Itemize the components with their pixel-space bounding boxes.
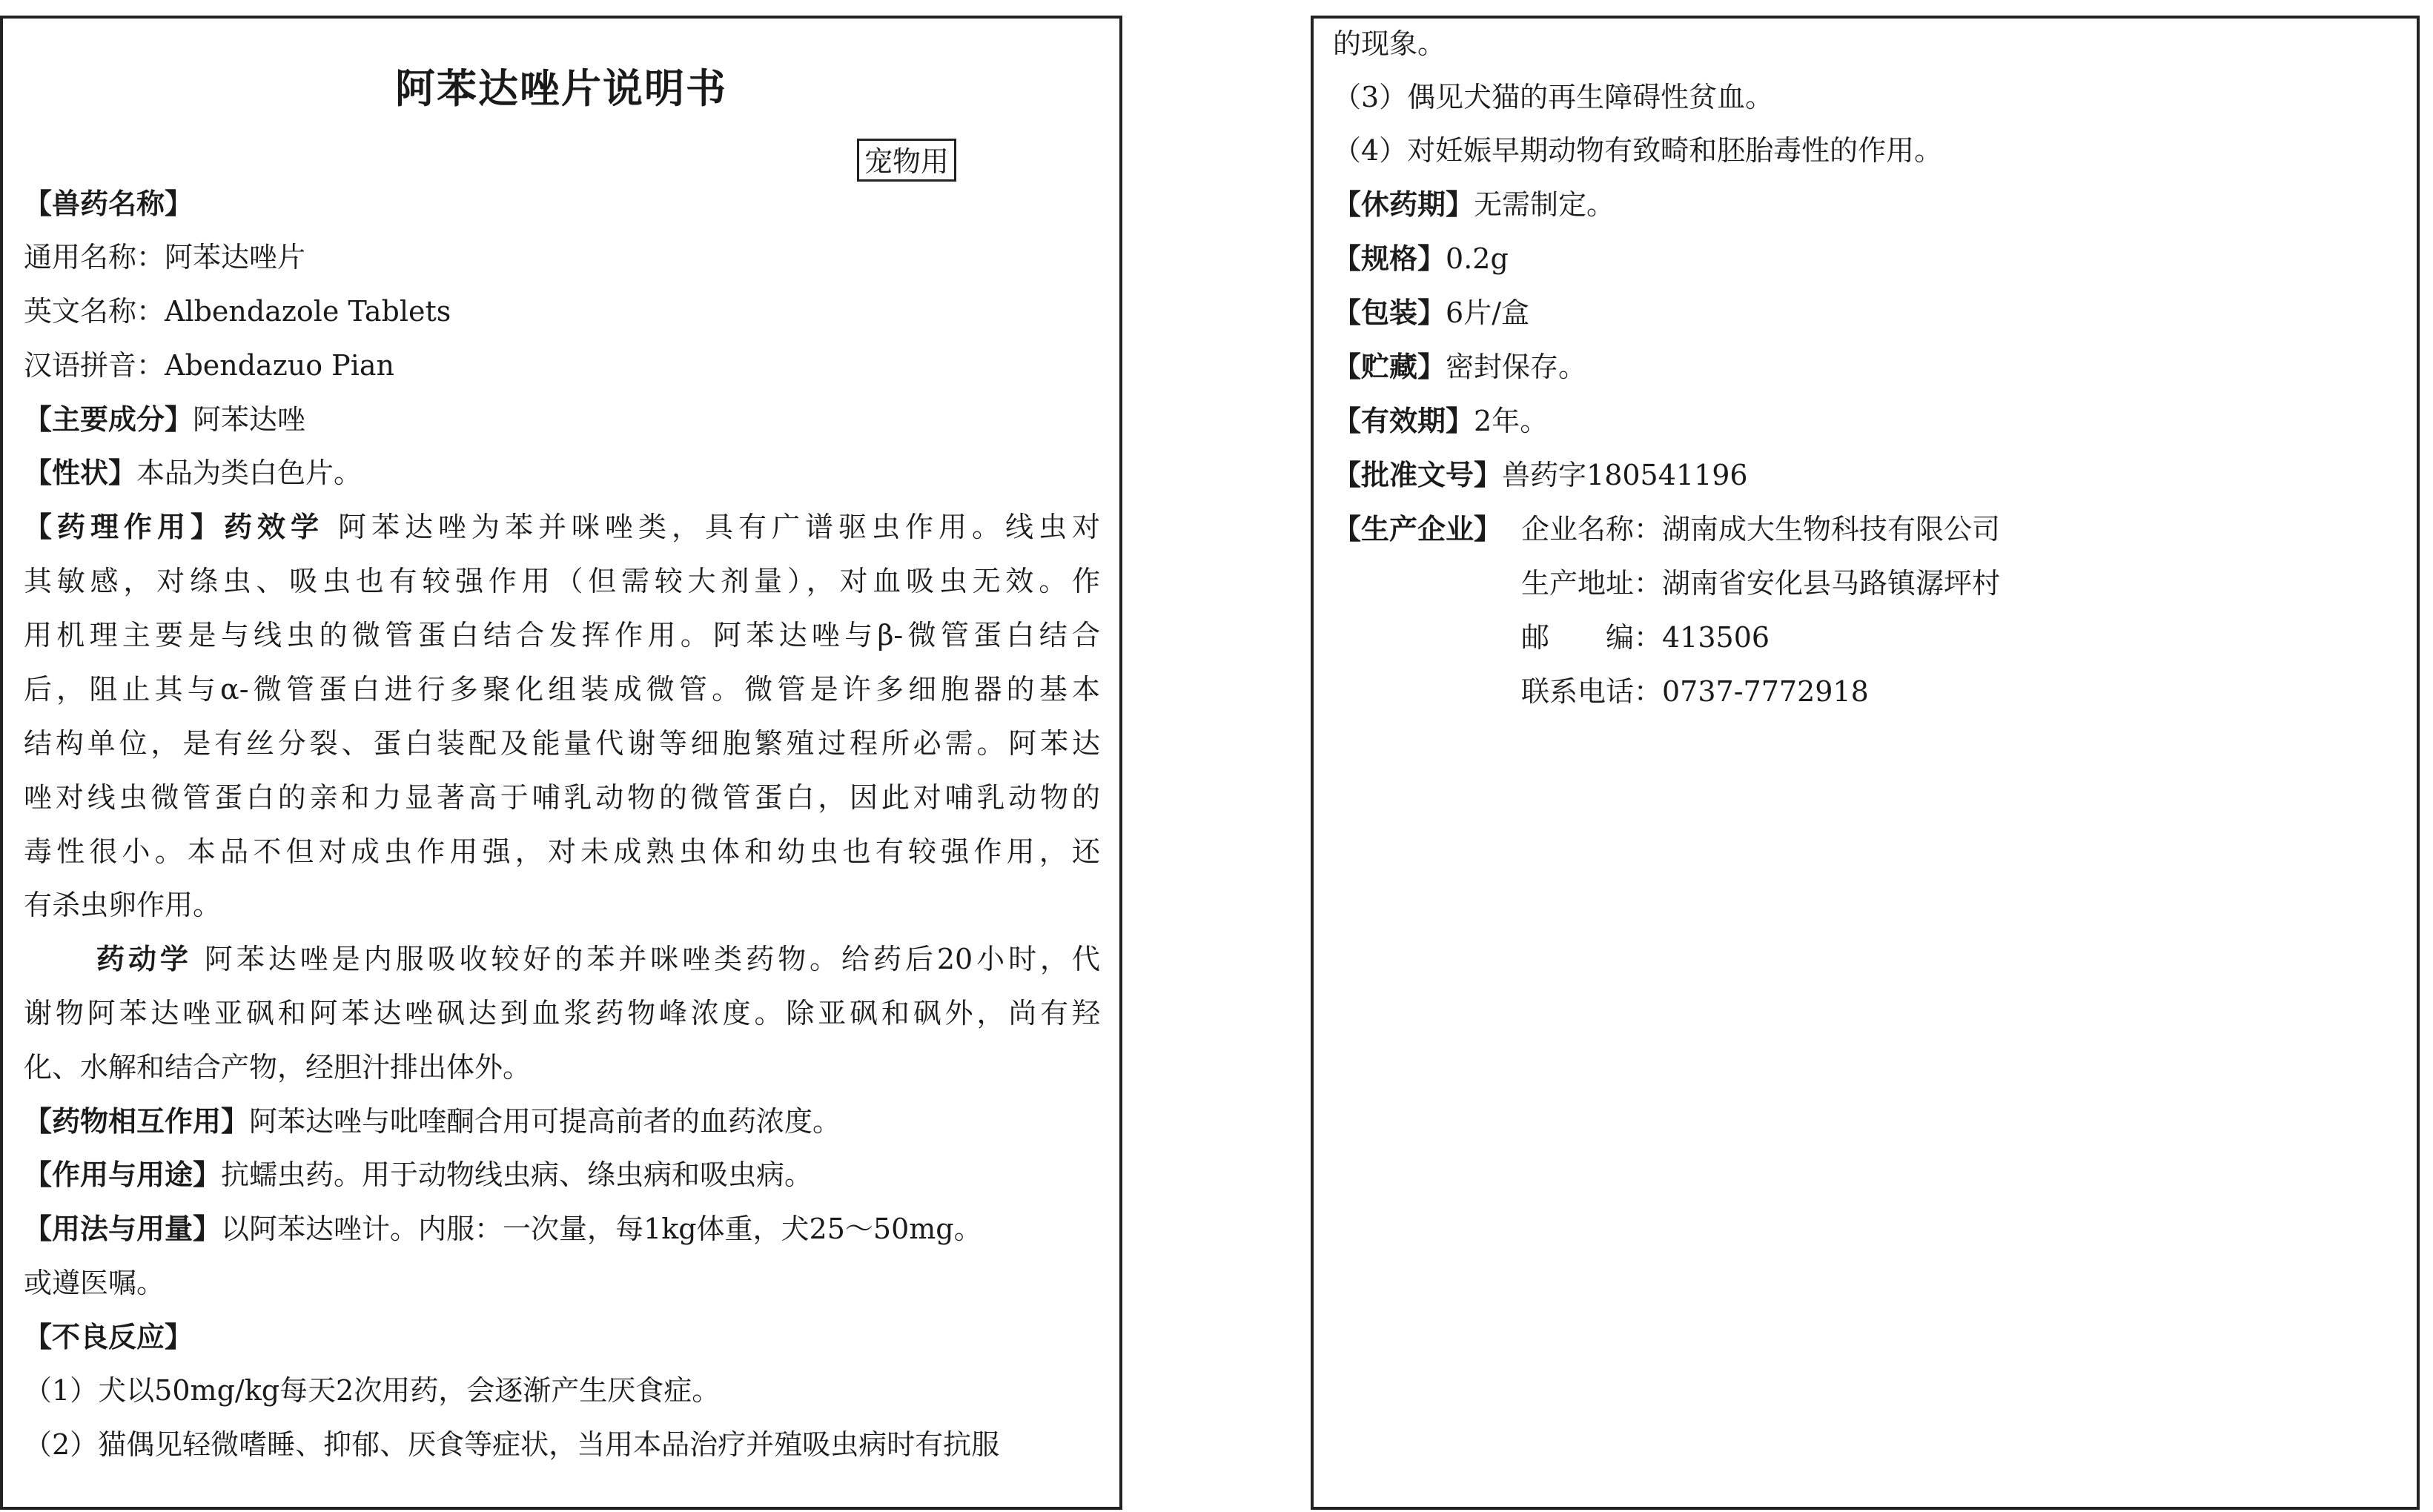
line-text: 2年。 <box>1474 405 1549 437</box>
section-heading: 【性状】 <box>24 457 137 489</box>
line-text: 阿苯达唑与吡喹酮合用可提高前者的血药浓度。 <box>249 1105 841 1138</box>
text-line <box>24 663 1100 716</box>
text-line <box>24 825 1100 878</box>
text-line <box>24 285 1100 338</box>
text-line <box>24 1256 1100 1310</box>
section-heading: 【批准文号】 <box>1333 459 1503 491</box>
text-line <box>1333 394 2397 448</box>
text-line <box>24 609 1100 662</box>
line-text: （4）对妊娠早期动物有致畸和胚胎毒性的作用。 <box>1333 134 1943 167</box>
line-text: 抗蠕虫药。用于动物线虫病、绦虫病和吸虫病。 <box>221 1158 813 1191</box>
line-text: （2）猫偶见轻微嗜睡、抑郁、厌食等症状，当用本品治疗并殖吸虫病时有抗服 <box>24 1428 1000 1461</box>
line-text: 兽药字180541196 <box>1502 459 1748 491</box>
text-line <box>24 1310 1100 1364</box>
section-heading: 【药物相互作用】 <box>24 1105 250 1138</box>
line-text: 谢物阿苯达唑亚砜和阿苯达唑砜达到血浆药物峰浓度。除亚砜和砜外，尚有羟 <box>24 997 1100 1029</box>
section-heading: 【用法与用量】 <box>24 1213 222 1245</box>
text-line <box>24 1095 1100 1148</box>
section-heading: 【规格】 <box>1333 242 1446 275</box>
text-line <box>24 1364 1100 1417</box>
pet-use-label: 宠物用 <box>857 139 956 182</box>
text-line <box>1333 178 2397 231</box>
section-heading: 【药理作用】药效学 <box>24 511 324 543</box>
section-heading: 【兽药名称】 <box>24 188 193 220</box>
line-text: 阿苯达唑是内服吸收较好的苯并咪唑类药物。给药后20小时，代 <box>191 943 1100 975</box>
line-text: 密封保存。 <box>1446 351 1587 383</box>
manufacturer-detail: 企业名称：湖南成大生物科技有限公司 <box>1521 513 2001 546</box>
text-line <box>24 1418 1100 1471</box>
section-heading: 【休药期】 <box>1333 188 1474 221</box>
text-line <box>24 231 1100 284</box>
text-line <box>24 339 1100 392</box>
section-heading: 【不良反应】 <box>24 1321 193 1353</box>
line-text: （3）偶见犬猫的再生障碍性贫血。 <box>1333 81 1774 113</box>
document-title: 阿苯达唑片说明书 <box>395 65 727 112</box>
line-text: 唑对线虫微管蛋白的亲和力显著高于哺乳动物的微管蛋白，因此对哺乳动物的 <box>24 781 1100 814</box>
text-line <box>1333 286 2397 339</box>
text-line <box>1333 340 2397 394</box>
line-text: 汉语拼音：Abendazuo Pian <box>24 349 395 382</box>
line-text: （1）犬以50mg/kg每天2次用药，会逐渐产生厌食症。 <box>24 1374 721 1407</box>
line-text: 后，阻止其与α-微管蛋白进行多聚化组装成微管。微管是许多细胞器的基本 <box>24 673 1100 706</box>
text-line <box>24 1148 1100 1201</box>
line-text: 有杀虫卵作用。 <box>24 889 222 921</box>
line-text: 毒性很小。本品不但对成虫作用强，对未成熟虫体和幼虫也有较强作用，还 <box>24 835 1100 868</box>
text-line <box>1333 124 2397 177</box>
text-line <box>24 1202 1100 1256</box>
line-text: 其敏感，对绦虫、吸虫也有较强作用（但需较大剂量），对血吸虫无效。作 <box>24 565 1100 597</box>
text-line <box>24 717 1100 770</box>
section-heading: 药动学 <box>96 943 192 975</box>
text-line <box>24 932 1100 986</box>
line-text: 以阿苯达唑计。内服：一次量，每1kg体重，犬25～50mg。 <box>221 1213 982 1245</box>
manufacturer-detail: 联系电话：0737-7772918 <box>1521 675 1869 708</box>
line-text: 或遵医嘱。 <box>24 1267 165 1299</box>
instruction-page-left <box>0 16 1122 1510</box>
section-heading: 【有效期】 <box>1333 405 1474 437</box>
line-text: 通用名称：阿苯达唑片 <box>24 241 306 273</box>
line-text: 用机理主要是与线虫的微管蛋白结合发挥作用。阿苯达唑与β-微管蛋白结合 <box>24 619 1100 651</box>
instruction-page-right <box>1311 16 2420 1510</box>
text-line <box>1333 232 2397 285</box>
text-line <box>24 177 1100 231</box>
section-heading: 【贮藏】 <box>1333 351 1446 383</box>
text-line <box>24 500 1100 554</box>
text-line <box>24 878 1100 932</box>
manufacturer-detail: 邮 编：413506 <box>1521 621 1770 654</box>
line-text: 英文名称：Albendazole Tablets <box>24 295 451 328</box>
text-line <box>24 554 1100 608</box>
text-line <box>24 771 1100 824</box>
manufacturer-detail: 生产地址：湖南省安化县马路镇潺坪村 <box>1521 567 2001 600</box>
section-heading: 【主要成分】 <box>24 403 193 436</box>
text-line <box>24 1041 1100 1094</box>
section-heading: 【包装】 <box>1333 296 1446 329</box>
line-text: 0.2g <box>1446 242 1509 275</box>
text-line <box>1333 448 2397 502</box>
section-heading: 【作用与用途】 <box>24 1158 222 1191</box>
text-line <box>24 987 1100 1040</box>
manufacturer-heading: 【生产企业】 <box>1333 513 1503 546</box>
line-text: 结构单位，是有丝分裂、蛋白装配及能量代谢等细胞繁殖过程所必需。阿苯达 <box>24 727 1100 760</box>
line-text: 化、水解和结合产物，经胆汁排出体外。 <box>24 1051 532 1084</box>
line-text: 本品为类白色片。 <box>136 457 363 489</box>
text-line <box>24 446 1100 500</box>
text-line <box>1333 70 2397 124</box>
line-text: 的现象。 <box>1333 27 1446 60</box>
text-line <box>24 393 1100 446</box>
text-line <box>1333 17 2397 70</box>
line-text: 6片/盒 <box>1446 296 1529 329</box>
line-text: 阿苯达唑为苯并咪唑类，具有广谱驱虫作用。线虫对 <box>323 511 1100 543</box>
line-text: 无需制定。 <box>1474 188 1615 221</box>
line-text: 阿苯达唑 <box>193 403 306 436</box>
